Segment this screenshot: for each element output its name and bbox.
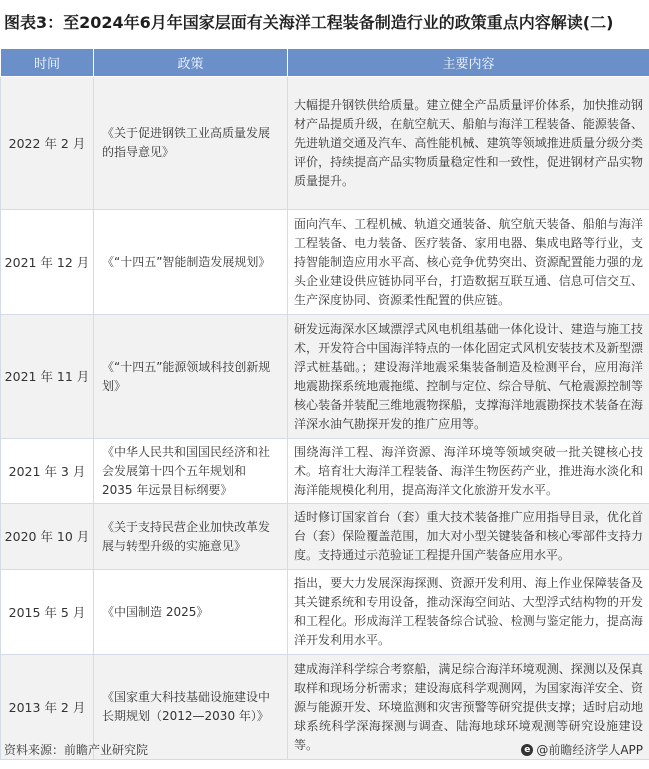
table-row bbox=[1, 504, 649, 570]
row-policy: 《“十四五”能源领域科技创新规划》 bbox=[94, 315, 288, 439]
table-header-row bbox=[1, 49, 649, 77]
table-row bbox=[1, 570, 649, 655]
brand-logo-icon: e bbox=[521, 744, 533, 756]
table-row bbox=[1, 315, 649, 439]
row-policy: 《关于促进钢铁工业高质量发展的指导意见》 bbox=[94, 77, 288, 210]
row-time: 2020 年 10 月 bbox=[1, 504, 94, 570]
brand-credit bbox=[521, 741, 643, 758]
row-time: 2015 年 5 月 bbox=[1, 570, 94, 655]
row-content: 围绕海洋工程、海洋资源、海洋环境等领域突破一批关键核心技术。培育壮大海洋工程装备、海洋生物医药产业，推进海水淡化和海洋能规模化利用，提高海洋文化旅游开发水平。 bbox=[288, 439, 649, 504]
row-content: 指出，要大力发展深海探测、资源开发利用、海上作业保障装备及其关键系统和专用设备，推动深海空间站、大型浮式结构物的开发和工程化。形成海洋工程装备综合试验、检测与鉴定能力，提高海洋开发利用水平。 bbox=[288, 570, 649, 655]
row-policy: 《“十四五”智能制造发展规划》 bbox=[94, 210, 288, 315]
row-content: 面向汽车、工程机械、轨道交通装备、航空航天装备、船舶与海洋工程装备、电力装备、医疗装备、家用电器、集成电路等行业，支持智能制造应用水平高、核心竞争优势突出、资源配置能力强的龙头企业建设供应链协同平台，打造数据互联互通、信息可信交互、生产深度协同、资源柔性配置的供应链。 bbox=[288, 210, 649, 315]
source-note: 资料来源：前瞻产业研究院 bbox=[4, 743, 149, 757]
table-row bbox=[1, 210, 649, 315]
row-time: 2021 年 11 月 bbox=[1, 315, 94, 439]
brand-label: @前瞻经济学人APP bbox=[536, 743, 643, 757]
row-time: 2021 年 12 月 bbox=[1, 210, 94, 315]
row-policy: 《关于支持民营企业加快改革发展与转型升级的实施意见》 bbox=[94, 504, 288, 570]
row-time: 2013 年 2 月 bbox=[1, 655, 94, 760]
header-policy: 政策 bbox=[94, 49, 288, 77]
row-policy: 《中国制造 2025》 bbox=[94, 570, 288, 655]
row-content: 大幅提升钢铁供给质量。建立健全产品质量评价体系，加快推动钢材产品提质升级，在航空航天、船舶与海洋工程装备、能源装备、先进轨道交通及汽车、高性能机械、建筑等领域推进质量分级分类评价，持续提高产品实物质量稳定性和一致性，促进钢材产品实物质量提升。 bbox=[288, 77, 649, 210]
row-content: 建成海洋科学综合考察船，满足综合海洋环境观测、探测以及保真取样和现场分析需求；建设海底科学观测网，为国家海洋安全、资源与能源开发、环境监测和灾害预警等研究提供支撑；适时启动地球系统科学深海探测与调查、陆海地球环境观测等研究设施建设等。 bbox=[288, 655, 649, 760]
row-time: 2022 年 2 月 bbox=[1, 77, 94, 210]
page-title: 图表3：至2024年6月年国家层面有关海洋工程装备制造行业的政策重点内容解读(二) bbox=[4, 13, 614, 32]
header-time: 时间 bbox=[1, 49, 94, 77]
row-time: 2021 年 3 月 bbox=[1, 439, 94, 504]
row-content: 研发远海深水区域漂浮式风电机组基础一体化设计、建造与施工技术，开发符合中国海洋特点的一体化固定式风机安装技术及新型漂浮式桩基础。；建设海洋地震采集装备制造及检测平台，应用海洋地震勘探系统地震拖缆、控制与定位、综合导航、气枪震源控制等核心装备并装配三维地震物探船，支撑海洋地震勘探技术装备在海洋深水油气勘探开发的推广应用等。 bbox=[288, 315, 649, 439]
header-content: 主要内容 bbox=[288, 49, 649, 77]
table-row bbox=[1, 439, 649, 504]
row-content: 适时修订国家首台（套）重大技术装备推广应用指导目录，优化首台（套）保险覆盖范围，加大对小型关键装备和核心零部件支持力度。支持通过示范验证工程提升国产装备应用水平。 bbox=[288, 504, 649, 570]
policy-table bbox=[0, 49, 649, 760]
row-policy: 《国家重大科技基础设施建设中长期规划（2012—2030 年）》 bbox=[94, 655, 288, 760]
row-policy: 《中华人民共和国国民经济和社会发展第十四个五年规划和 2035 年远景目标纲要》 bbox=[94, 439, 288, 504]
table-row bbox=[1, 77, 649, 210]
